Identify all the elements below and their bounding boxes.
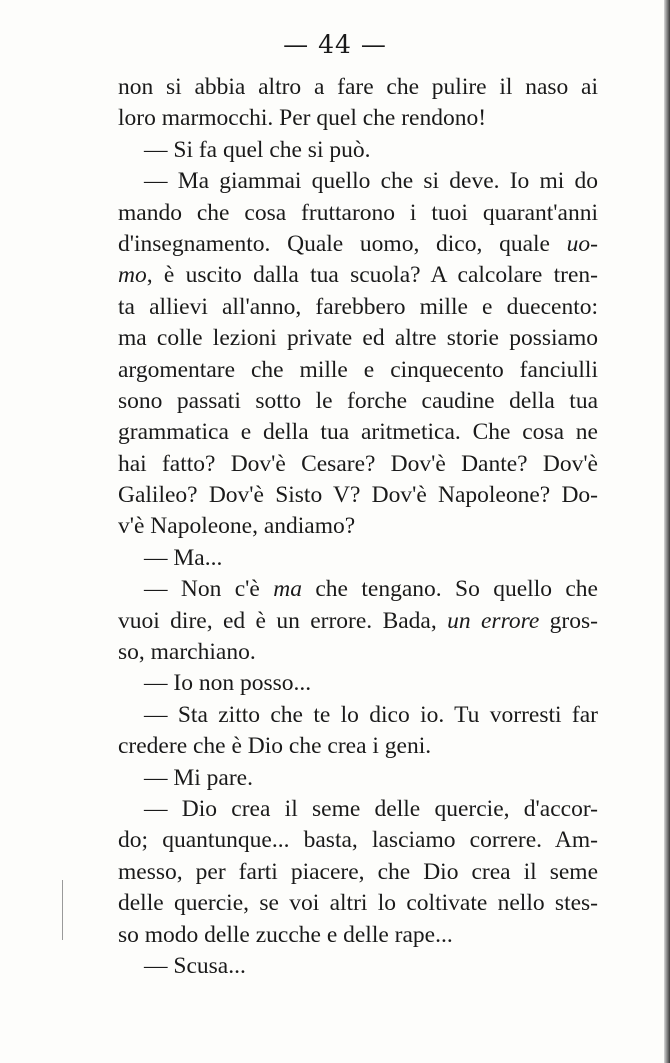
text-line: Galileo? Dov'è Sisto V? Dov'è Napoleone? Do- bbox=[118, 482, 598, 509]
text-line: sono passati sotto le forche caudine della tua bbox=[118, 387, 598, 414]
page-number: — 44 — bbox=[283, 30, 387, 59]
text-line: ma colle lezioni private ed altre storie possiamo bbox=[118, 325, 598, 352]
text-line: credere che è Dio che crea i geni. bbox=[118, 733, 432, 760]
text-line: vuoi dire, ed è un errore. Bada, un errore gros- bbox=[118, 607, 598, 634]
text-line: hai fatto? Dov'è Cesare? Dov'è Dante? Dov'è bbox=[118, 450, 598, 477]
text-line: v'è Napoleone, andiamo? bbox=[118, 513, 356, 540]
text-line: messo, per farti piacere, che Dio crea il seme bbox=[118, 858, 598, 885]
text-line: — Scusa... bbox=[144, 952, 246, 979]
text-line: — Ma giammai quello che si deve. Io mi do bbox=[144, 168, 598, 195]
text-line: so, marchiano. bbox=[118, 639, 256, 666]
text-line: — Mi pare. bbox=[144, 764, 253, 791]
text-line: non si abbia altro a fare che pulire il naso ai bbox=[118, 74, 598, 100]
page-edge-shadow bbox=[664, 0, 670, 1063]
margin-mark bbox=[62, 880, 63, 940]
text-line: loro marmocchi. Per quel che rendono! bbox=[118, 105, 487, 132]
text-line: mo, è uscito dalla tua scuola? A calcolare tren- bbox=[118, 262, 598, 289]
text-line: grammatica e della tua aritmetica. Che cosa ne bbox=[118, 419, 598, 446]
text-line: do; quantunque... basta, lasciamo correre. Am- bbox=[118, 827, 598, 854]
text-line: — Dio crea il seme delle quercie, d'accor- bbox=[144, 795, 598, 822]
text-line: mando che cosa fruttarono i tuoi quarant'anni bbox=[118, 199, 598, 226]
text-line: — Non c'è ma che tengano. So quello che bbox=[144, 576, 598, 603]
text-line: d'insegnamento. Quale uomo, dico, quale uo- bbox=[118, 230, 598, 257]
text-line: — Sta zitto che te lo dico io. Tu vorresti far bbox=[144, 701, 598, 728]
text-line: — Si fa quel che si può. bbox=[144, 136, 371, 163]
text-line: argomentare che mille e cinquecento fanciulli bbox=[118, 356, 598, 383]
text-line: ta allievi all'anno, farebbero mille e duecento: bbox=[118, 293, 598, 320]
text-line: delle quercie, se voi altri lo coltivate nello stes- bbox=[118, 890, 598, 917]
text-line: so modo delle zucche e delle rape... bbox=[118, 921, 453, 948]
text-line: — Io non posso... bbox=[144, 670, 312, 697]
text-line: — Ma... bbox=[144, 544, 223, 571]
body-text bbox=[118, 72, 598, 982]
